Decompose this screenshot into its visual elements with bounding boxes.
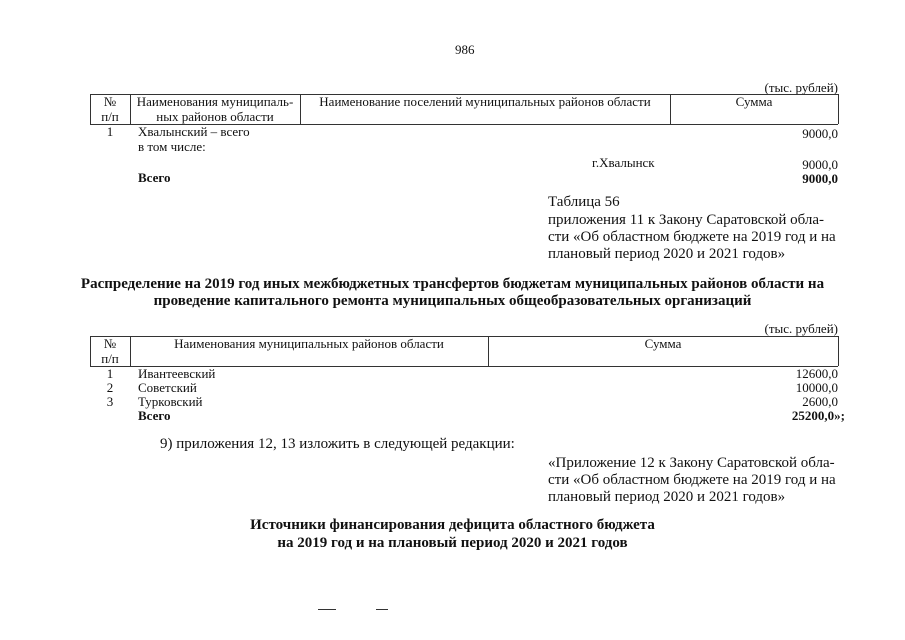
total-label: Всего xyxy=(138,408,171,423)
row-district: Турковский xyxy=(138,394,203,409)
row-sum: 12600,0 xyxy=(795,366,838,381)
section-heading: Источники финансирования дефицита областного бюджета xyxy=(250,517,655,533)
row-district: Хвалынский – всего xyxy=(138,124,250,139)
table-caption-line: плановый период 2020 и 2021 годов» xyxy=(548,246,786,262)
header-num: п/п xyxy=(101,109,119,124)
total-sum: 9000,0 xyxy=(802,171,838,186)
scan-mark xyxy=(318,609,336,610)
header-district: Наименования муниципаль- xyxy=(136,94,294,109)
header-sum: Сумма xyxy=(735,94,773,109)
row-sum: 2600,0 xyxy=(802,394,838,409)
paragraph: 9) приложения 12, 13 изложить в следующей редакции: xyxy=(160,436,515,452)
row-sum: 9000,0 xyxy=(802,126,838,141)
scan-mark xyxy=(376,609,388,610)
header-district: ных районов области xyxy=(156,109,274,124)
units-label: (тыс. рублей) xyxy=(764,321,838,336)
header-num: п/п xyxy=(101,351,119,366)
header-num: № xyxy=(103,336,117,351)
header-district: Наименования муниципальных районов области xyxy=(174,336,444,351)
section-heading: проведение капитального ремонта муниципальных общеобразовательных организаций xyxy=(153,293,752,309)
appendix-caption-line: сти «Об областном бюджете на 2019 год и на xyxy=(548,472,836,488)
header-settlement: Наименование поселений муниципальных районов области xyxy=(319,94,651,109)
section-heading: на 2019 год и на плановый период 2020 и 2021 годов xyxy=(277,535,628,551)
table-caption-line: приложения 11 к Закону Саратовской обла- xyxy=(548,212,825,228)
row-district: Советский xyxy=(138,380,197,395)
row-district: Ивантеевский xyxy=(138,366,216,381)
row-num: 3 xyxy=(106,394,114,409)
section-heading: Распределение на 2019 год иных межбюджетных трансфертов бюджетам муниципальных районов области на xyxy=(80,276,825,292)
appendix-caption-line: плановый период 2020 и 2021 годов» xyxy=(548,489,786,505)
row-settlement: г.Хвалынск xyxy=(592,155,655,170)
row-sum: 9000,0 xyxy=(802,157,838,172)
row-sum: 10000,0 xyxy=(795,380,838,395)
row-num: 2 xyxy=(106,380,114,395)
total-sum: 25200,0»; xyxy=(791,408,845,423)
row-num: 1 xyxy=(106,124,114,139)
row-district: в том числе: xyxy=(138,139,206,154)
header-sum: Сумма xyxy=(644,336,682,351)
page-number: 986 xyxy=(455,42,475,57)
table-caption-title: Таблица 56 xyxy=(548,194,620,210)
units-label: (тыс. рублей) xyxy=(764,80,838,95)
total-label: Всего xyxy=(138,170,171,185)
header-num: № xyxy=(103,94,117,109)
table-caption-line: сти «Об областном бюджете на 2019 год и на xyxy=(548,229,836,245)
row-num: 1 xyxy=(106,366,114,381)
appendix-caption-line: «Приложение 12 к Закону Саратовской обла- xyxy=(548,455,835,471)
